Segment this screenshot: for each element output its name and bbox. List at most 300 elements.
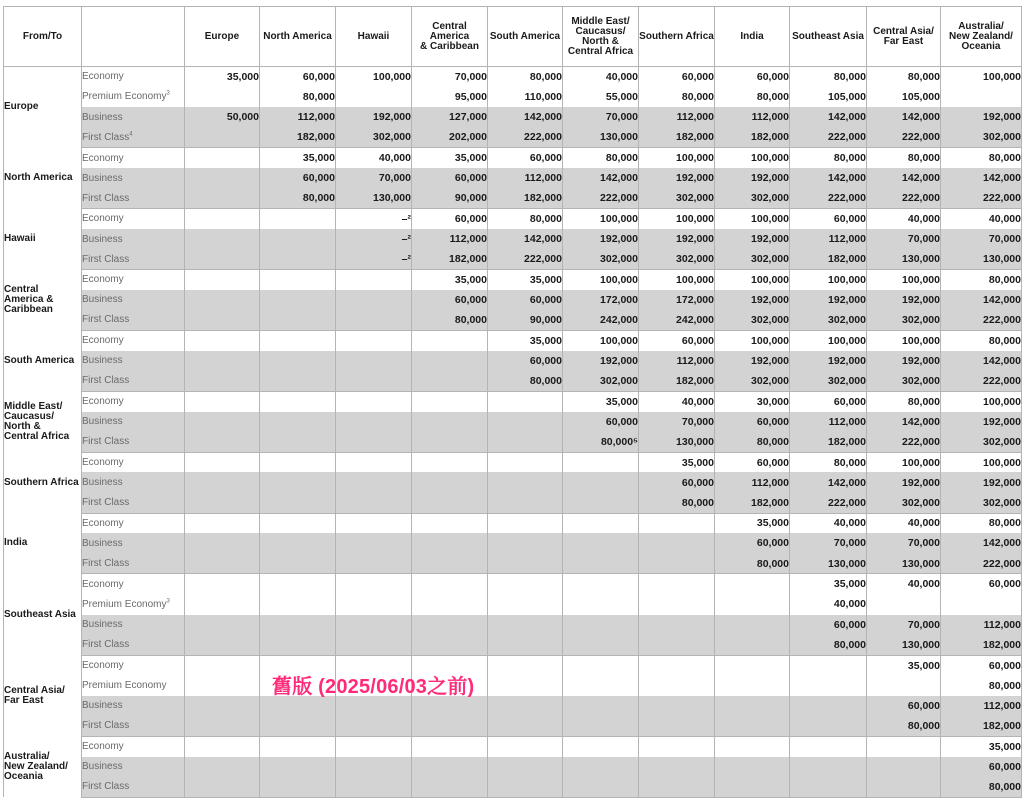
miles-cell: 142,000 <box>941 290 1022 310</box>
table-row <box>4 675 1022 695</box>
miles-cell: 35,000 <box>185 67 260 87</box>
miles-cell <box>185 168 260 188</box>
cabin-class-label <box>82 67 185 87</box>
miles-cell: 80,000 <box>488 209 563 229</box>
miles-cell: 112,000 <box>639 351 715 371</box>
header-destination: South America <box>488 7 563 67</box>
miles-cell <box>185 432 260 452</box>
miles-cell: 222,000 <box>867 432 941 452</box>
cabin-class-text: Premium Economy <box>82 598 167 610</box>
cabin-class-label <box>82 635 185 655</box>
miles-cell: 302,000 <box>639 249 715 269</box>
miles-cell <box>715 716 790 736</box>
miles-cell: 172,000 <box>563 290 639 310</box>
miles-cell: 182,000 <box>488 188 563 208</box>
cabin-class-text: Business <box>82 172 123 184</box>
miles-cell: 142,000 <box>941 168 1022 188</box>
miles-cell <box>185 554 260 574</box>
region-label: South America <box>4 330 82 391</box>
miles-cell: 60,000 <box>639 67 715 87</box>
cabin-class-text: First Class <box>82 375 130 387</box>
miles-cell <box>336 269 412 289</box>
miles-cell <box>185 290 260 310</box>
miles-cell: 192,000 <box>790 351 867 371</box>
cabin-class-label <box>82 127 185 147</box>
miles-cell <box>336 351 412 371</box>
miles-cell: 222,000 <box>790 188 867 208</box>
miles-cell: 182,000 <box>941 635 1022 655</box>
miles-cell: 100,000 <box>941 391 1022 411</box>
miles-cell: 112,000 <box>715 107 790 127</box>
miles-cell <box>336 432 412 452</box>
miles-cell: 80,000 <box>941 513 1022 533</box>
miles-cell: 80,000 <box>790 635 867 655</box>
miles-cell <box>412 472 488 492</box>
miles-cell <box>336 472 412 492</box>
miles-cell <box>185 310 260 330</box>
miles-cell <box>715 635 790 655</box>
table-row <box>4 736 1022 756</box>
header-destination: Central Asia/ Far East <box>867 7 941 67</box>
miles-cell: 40,000 <box>790 513 867 533</box>
cabin-class-text: Premium Economy <box>82 680 167 692</box>
footnote-marker: 4 <box>129 131 133 138</box>
miles-cell: 40,000 <box>563 67 639 87</box>
miles-cell: 192,000 <box>867 472 941 492</box>
miles-cell <box>260 209 336 229</box>
miles-cell: 100,000 <box>336 67 412 87</box>
miles-cell <box>563 675 639 695</box>
miles-cell <box>715 777 790 797</box>
miles-cell <box>185 533 260 553</box>
miles-cell: 80,000 <box>639 87 715 107</box>
miles-cell: 60,000 <box>941 757 1022 777</box>
miles-cell: 90,000 <box>412 188 488 208</box>
miles-cell: 80,000 <box>941 269 1022 289</box>
miles-cell <box>412 777 488 797</box>
miles-cell: 60,000 <box>260 67 336 87</box>
miles-cell <box>260 330 336 350</box>
miles-cell: 112,000 <box>412 229 488 249</box>
miles-cell: 192,000 <box>867 290 941 310</box>
header-destination: Australia/ New Zealand/ Oceania <box>941 7 1022 67</box>
miles-cell: 80,000⁵ <box>563 432 639 452</box>
miles-cell: 105,000 <box>867 87 941 107</box>
header-class <box>82 7 185 67</box>
footnote-marker: 3 <box>166 598 170 605</box>
cabin-class-text: Business <box>82 111 123 123</box>
miles-cell: 80,000 <box>260 188 336 208</box>
cabin-class-text: Economy <box>82 152 124 164</box>
region-label: Middle East/ Caucasus/ North & Central Africa <box>4 391 82 452</box>
miles-cell: 105,000 <box>790 87 867 107</box>
miles-cell: 142,000 <box>563 168 639 188</box>
miles-cell <box>563 594 639 614</box>
miles-cell: –² <box>336 249 412 269</box>
miles-cell: 302,000 <box>867 371 941 391</box>
cabin-class-text: First Class <box>82 192 130 204</box>
miles-cell <box>336 310 412 330</box>
miles-cell: 40,000 <box>867 209 941 229</box>
miles-cell <box>336 594 412 614</box>
miles-cell <box>867 675 941 695</box>
miles-cell: 35,000 <box>941 736 1022 756</box>
miles-cell: 130,000 <box>941 249 1022 269</box>
miles-cell: 127,000 <box>412 107 488 127</box>
miles-cell: –² <box>336 229 412 249</box>
miles-cell: 130,000 <box>639 432 715 452</box>
miles-cell: 182,000 <box>412 249 488 269</box>
cabin-class-text: Economy <box>82 396 124 408</box>
miles-cell: 100,000 <box>790 330 867 350</box>
miles-cell: 100,000 <box>867 269 941 289</box>
miles-cell: 302,000 <box>790 371 867 391</box>
miles-cell: 192,000 <box>639 229 715 249</box>
miles-cell <box>715 574 790 594</box>
miles-cell <box>488 736 563 756</box>
miles-cell <box>260 777 336 797</box>
miles-cell: 222,000 <box>867 188 941 208</box>
cabin-class-text: Business <box>82 233 123 245</box>
miles-cell: 130,000 <box>867 554 941 574</box>
miles-cell <box>488 472 563 492</box>
miles-cell: 60,000 <box>412 168 488 188</box>
header-destination: Southern Africa <box>639 7 715 67</box>
miles-cell: 100,000 <box>563 269 639 289</box>
miles-cell <box>185 675 260 695</box>
miles-cell: 60,000 <box>941 574 1022 594</box>
miles-cell <box>639 777 715 797</box>
miles-cell <box>563 716 639 736</box>
miles-cell: 112,000 <box>715 472 790 492</box>
miles-cell: 80,000 <box>715 87 790 107</box>
miles-cell: 130,000 <box>336 188 412 208</box>
region-label: North America <box>4 148 82 209</box>
miles-cell <box>563 513 639 533</box>
miles-cell <box>790 675 867 695</box>
miles-cell: 80,000 <box>941 330 1022 350</box>
miles-cell <box>488 655 563 675</box>
miles-cell: 60,000 <box>563 412 639 432</box>
miles-cell <box>412 391 488 411</box>
miles-cell: 100,000 <box>867 452 941 472</box>
miles-cell: 35,000 <box>867 655 941 675</box>
miles-cell <box>488 777 563 797</box>
cabin-class-text: Economy <box>82 660 124 671</box>
table-row <box>4 371 1022 391</box>
miles-cell <box>260 229 336 249</box>
miles-cell <box>488 452 563 472</box>
miles-cell <box>563 472 639 492</box>
cabin-class-label <box>82 391 185 411</box>
cabin-class-text: Economy <box>82 457 124 469</box>
miles-cell <box>336 513 412 533</box>
cabin-class-text: Economy <box>82 578 124 590</box>
miles-cell: 242,000 <box>639 310 715 330</box>
cabin-class-label <box>82 310 185 330</box>
miles-cell <box>185 269 260 289</box>
miles-cell: 302,000 <box>941 493 1022 513</box>
miles-cell: 142,000 <box>790 472 867 492</box>
cabin-class-label <box>82 472 185 492</box>
miles-cell: 302,000 <box>941 432 1022 452</box>
miles-cell <box>412 513 488 533</box>
cabin-class-label <box>82 716 185 736</box>
cabin-class-text: Business <box>82 619 123 631</box>
miles-cell <box>336 777 412 797</box>
table-row <box>4 87 1022 107</box>
miles-cell: 30,000 <box>715 391 790 411</box>
table-row <box>4 533 1022 553</box>
miles-cell: 192,000 <box>715 290 790 310</box>
cabin-class-label <box>82 188 185 208</box>
miles-cell <box>260 249 336 269</box>
miles-cell <box>185 513 260 533</box>
table-row <box>4 777 1022 797</box>
miles-cell: 192,000 <box>790 290 867 310</box>
miles-cell: 35,000 <box>488 330 563 350</box>
miles-cell: 80,000 <box>867 148 941 168</box>
miles-cell <box>260 615 336 635</box>
miles-cell <box>260 635 336 655</box>
miles-cell <box>412 736 488 756</box>
miles-cell: 80,000 <box>715 432 790 452</box>
miles-cell <box>185 574 260 594</box>
cabin-class-label <box>82 696 185 716</box>
miles-cell: 40,000 <box>941 209 1022 229</box>
miles-cell <box>336 330 412 350</box>
miles-cell <box>488 615 563 635</box>
miles-cell <box>260 493 336 513</box>
miles-cell: 100,000 <box>941 67 1022 87</box>
cabin-class-label <box>82 757 185 777</box>
cabin-class-label <box>82 675 185 695</box>
miles-cell <box>185 472 260 492</box>
miles-cell <box>336 391 412 411</box>
miles-cell: 302,000 <box>715 371 790 391</box>
cabin-class-label <box>82 269 185 289</box>
cabin-class-text: Economy <box>82 274 124 286</box>
miles-cell <box>488 757 563 777</box>
miles-cell <box>790 655 867 675</box>
table-row <box>4 249 1022 269</box>
miles-cell: 70,000 <box>941 229 1022 249</box>
miles-cell <box>412 757 488 777</box>
miles-cell <box>715 757 790 777</box>
miles-cell: 182,000 <box>715 127 790 147</box>
miles-cell <box>260 310 336 330</box>
miles-cell <box>336 635 412 655</box>
miles-cell <box>185 391 260 411</box>
miles-cell <box>715 615 790 635</box>
award-chart-table <box>3 6 1022 798</box>
miles-cell <box>867 777 941 797</box>
miles-cell: 222,000 <box>941 188 1022 208</box>
table-header <box>4 7 1022 67</box>
miles-cell: 302,000 <box>941 127 1022 147</box>
miles-cell <box>790 716 867 736</box>
cabin-class-text: First Class <box>82 314 130 326</box>
miles-cell: 60,000 <box>790 209 867 229</box>
miles-cell <box>790 736 867 756</box>
miles-cell: 40,000 <box>336 148 412 168</box>
cabin-class-label <box>82 412 185 432</box>
cabin-class-label <box>82 148 185 168</box>
miles-cell <box>336 554 412 574</box>
miles-cell <box>488 412 563 432</box>
table-row <box>4 107 1022 127</box>
miles-cell: 40,000 <box>867 513 941 533</box>
miles-cell: 222,000 <box>488 249 563 269</box>
miles-cell: 222,000 <box>941 371 1022 391</box>
miles-cell <box>260 574 336 594</box>
cabin-class-label <box>82 594 185 614</box>
cabin-class-label <box>82 168 185 188</box>
region-label: Hawaii <box>4 209 82 270</box>
cabin-class-label <box>82 655 185 675</box>
miles-cell: 60,000 <box>260 168 336 188</box>
miles-cell <box>260 716 336 736</box>
table-row <box>4 310 1022 330</box>
miles-cell: 55,000 <box>563 87 639 107</box>
miles-cell: 192,000 <box>563 229 639 249</box>
table-row <box>4 635 1022 655</box>
miles-cell: 142,000 <box>941 351 1022 371</box>
cabin-class-label <box>82 107 185 127</box>
table-row <box>4 209 1022 229</box>
miles-cell <box>336 493 412 513</box>
miles-cell <box>260 594 336 614</box>
miles-cell: 302,000 <box>563 249 639 269</box>
cabin-class-label <box>82 533 185 553</box>
header-destination: Europe <box>185 7 260 67</box>
miles-cell <box>185 655 260 675</box>
miles-cell <box>488 554 563 574</box>
cabin-class-text: Business <box>82 355 123 367</box>
miles-cell: 112,000 <box>790 229 867 249</box>
cabin-class-label <box>82 513 185 533</box>
miles-cell <box>260 736 336 756</box>
miles-cell: 70,000 <box>867 229 941 249</box>
miles-cell: 90,000 <box>488 310 563 330</box>
miles-cell <box>488 391 563 411</box>
miles-cell: 100,000 <box>715 269 790 289</box>
table-body <box>4 67 1022 798</box>
miles-cell <box>639 594 715 614</box>
miles-cell <box>185 736 260 756</box>
cabin-class-label <box>82 229 185 249</box>
miles-cell <box>260 432 336 452</box>
miles-cell: 242,000 <box>563 310 639 330</box>
miles-cell <box>412 554 488 574</box>
miles-cell: 222,000 <box>488 127 563 147</box>
miles-cell <box>867 757 941 777</box>
miles-cell <box>185 249 260 269</box>
miles-cell: 35,000 <box>488 269 563 289</box>
miles-cell <box>412 615 488 635</box>
miles-cell: 35,000 <box>260 148 336 168</box>
miles-cell: 222,000 <box>790 493 867 513</box>
miles-cell: 70,000 <box>867 533 941 553</box>
miles-cell: 302,000 <box>867 493 941 513</box>
miles-cell <box>185 493 260 513</box>
miles-cell: 60,000 <box>639 472 715 492</box>
miles-cell: 35,000 <box>412 269 488 289</box>
cabin-class-text: Business <box>82 294 123 306</box>
miles-cell: 130,000 <box>563 127 639 147</box>
miles-cell <box>185 757 260 777</box>
miles-cell <box>412 452 488 472</box>
miles-cell <box>715 594 790 614</box>
cabin-class-text: Business <box>82 700 123 712</box>
miles-cell <box>412 493 488 513</box>
miles-cell <box>260 472 336 492</box>
table-row <box>4 229 1022 249</box>
miles-cell: 80,000 <box>790 148 867 168</box>
miles-cell: 142,000 <box>867 412 941 432</box>
miles-cell: 192,000 <box>336 107 412 127</box>
miles-cell <box>412 716 488 736</box>
miles-cell: 222,000 <box>790 127 867 147</box>
miles-cell <box>639 757 715 777</box>
table-row <box>4 67 1022 87</box>
miles-cell <box>336 574 412 594</box>
miles-cell: 60,000 <box>715 67 790 87</box>
miles-cell <box>185 635 260 655</box>
miles-cell <box>412 635 488 655</box>
miles-cell <box>336 533 412 553</box>
miles-cell: 302,000 <box>336 127 412 147</box>
miles-cell: 142,000 <box>488 229 563 249</box>
miles-cell: 35,000 <box>412 148 488 168</box>
miles-cell <box>185 127 260 147</box>
miles-cell <box>639 615 715 635</box>
miles-cell: 192,000 <box>715 351 790 371</box>
miles-cell <box>715 655 790 675</box>
miles-cell <box>412 432 488 452</box>
miles-cell: 142,000 <box>790 107 867 127</box>
miles-cell: 192,000 <box>563 351 639 371</box>
miles-cell <box>336 290 412 310</box>
miles-cell <box>185 777 260 797</box>
table-row <box>4 655 1022 675</box>
miles-cell: 182,000 <box>790 432 867 452</box>
miles-cell <box>488 493 563 513</box>
miles-cell <box>185 615 260 635</box>
miles-cell <box>941 594 1022 614</box>
miles-cell: 142,000 <box>941 533 1022 553</box>
miles-cell <box>715 736 790 756</box>
miles-cell: 80,000 <box>488 371 563 391</box>
miles-cell: 70,000 <box>639 412 715 432</box>
miles-cell <box>639 513 715 533</box>
cabin-class-label <box>82 736 185 756</box>
miles-cell <box>185 209 260 229</box>
miles-cell: 80,000 <box>563 148 639 168</box>
cabin-class-text: First Class <box>82 558 130 570</box>
table-row <box>4 330 1022 350</box>
miles-cell <box>260 269 336 289</box>
miles-cell: 100,000 <box>639 209 715 229</box>
miles-cell <box>488 696 563 716</box>
old-version-watermark: 舊版 (2025/06/03之前) <box>272 676 475 698</box>
miles-cell <box>185 716 260 736</box>
miles-cell: 130,000 <box>867 635 941 655</box>
miles-cell <box>488 533 563 553</box>
cabin-class-label <box>82 452 185 472</box>
miles-cell <box>563 757 639 777</box>
miles-cell: 80,000 <box>639 493 715 513</box>
